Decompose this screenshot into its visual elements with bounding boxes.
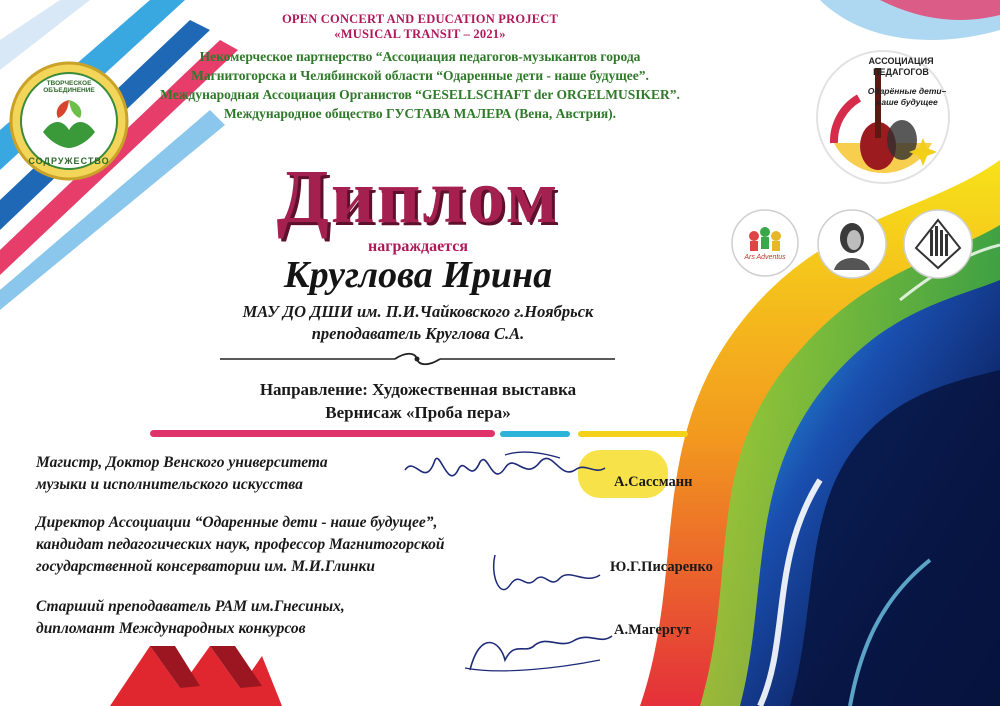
recipient-name: Круглова Ирина (283, 254, 553, 296)
sodruzhestvo-logo (8, 60, 130, 182)
org-line-4: Международное общество ГУСТАВА МАЛЕРА (Вена, Австрия). (223, 106, 617, 121)
project-line-2: «MUSICAL TRANSIT – 2021» (334, 27, 506, 41)
org-line-1: Некомерческое партнерство “Ассоциация педагогов-музыкантов города (199, 49, 641, 64)
kids-badge (730, 208, 800, 278)
assoc-line1: АССОЦИАЦИЯ (868, 56, 934, 66)
organ-badge (902, 208, 974, 280)
project-line-1: OPEN CONCERT AND EDUCATION PROJECT (281, 12, 559, 26)
signatory-2-name: Ю.Г.Писаренко (610, 559, 713, 575)
assoc-line2: ПЕДАГОГОВ (873, 67, 929, 77)
school-line: МАУ ДО ДШИ им. П.И.Чайковского г.Ноябрьск (242, 302, 594, 321)
logo-bottom-text: СОДРУЖЕСТВО (28, 156, 110, 166)
diploma-title: Диплом (276, 155, 560, 239)
org-line-3: Международная Ассоциация Органистов “GESELLSCHAFT der ORGELMUSIKER”. (160, 87, 680, 102)
organ-pipes-icon (902, 208, 974, 280)
teacher-line: преподаватель Круглова С.А. (311, 324, 525, 343)
signatory-3-title-line-1: Старший преподаватель РАМ им.Гнесиных, (36, 598, 345, 615)
signatory-3-name: А.Магергут (614, 622, 691, 638)
direction-line: Направление: Художественная выставка (259, 380, 577, 399)
org-line-2: Магнитогорска и Челябинской области “Одаренные дети - наше будущее”. (191, 68, 649, 83)
portrait-icon (816, 208, 888, 280)
signatory-1-name: А.Сассманн (614, 474, 693, 490)
signatory-1-title (36, 452, 328, 496)
signatory-2-title-line-2: кандидат педагогических наук, профессор Магнитогорской (36, 536, 445, 553)
signatory-3-title-line-2: дипломант Международных конкурсов (36, 620, 306, 637)
assoc-line3: Одарённые дети– (867, 86, 947, 96)
signatory-1-title-line-1: Магистр, Доктор Венского университета (36, 454, 328, 471)
logo-arc-text: ТВОРЧЕСКОЕ ОБЪЕДИНЕНИЕ (43, 80, 95, 94)
kids-badge-text: Ars Adventus (744, 254, 786, 261)
signatory-2-title-line-3: государственной консерватории им. М.И.Глинки (36, 558, 376, 575)
exhibition-line: Вернисаж «Проба пера» (325, 403, 511, 422)
signatory-3-title (36, 596, 345, 640)
assoc-line4: наше будущее (876, 97, 938, 107)
children-icon (730, 208, 800, 278)
association-logo (814, 48, 952, 186)
portrait-badge (816, 208, 888, 280)
signatory-2-title-line-1: Директор Ассоциации “Одаренные дети - наше будущее”, (36, 514, 438, 531)
signatory-1-title-line-2: музыки и исполнительского искусства (36, 476, 303, 493)
signatory-2-title (36, 512, 445, 578)
awarded-label: награждается (368, 238, 468, 255)
